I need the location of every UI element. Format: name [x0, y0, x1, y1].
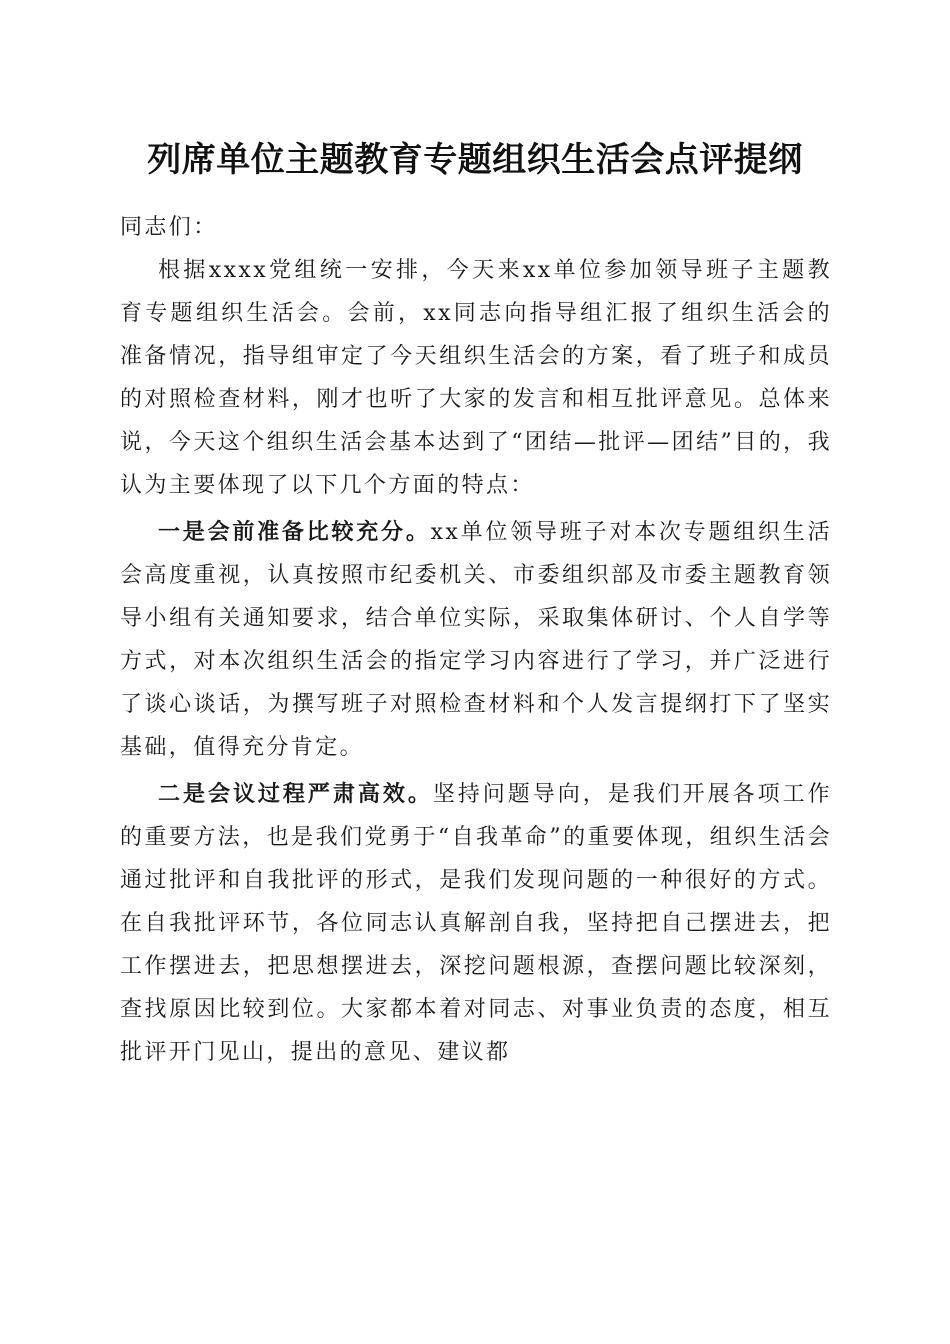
- greeting: 同志们：: [120, 215, 218, 240]
- paragraph-intro: [120, 249, 832, 507]
- paragraph-lead: 二是会议过程严肃高效。: [158, 781, 433, 807]
- paragraph-text: xx单位领导班子对本次专题组织生活会高度重视，认真按照市纪委机关、市委组织部及市委主题教育领导小组有关通知要求，结合单位实际，采取集体研讨、个人自学等方式，对本次组织生活会的指定学习内容进行了学习，并广泛进行了谈心谈话，为撰写班子对照检查材料和个人发言提纲打下了坚实基础，值得充分肯定。: [120, 520, 832, 760]
- paragraph-lead: 一是会前准备比较充分。: [158, 519, 431, 545]
- paragraph-point-one: [120, 511, 832, 769]
- paragraph-point-two: [120, 773, 832, 1074]
- document-title: 列席单位主题教育专题组织生活会点评提纲: [147, 140, 803, 180]
- paragraph-text: 根据xxxx党组统一安排，今天来xx单位参加领导班子主题教育专题组织生活会。会前，xx同志向指导组汇报了组织生活会的准备情况，指导组审定了今天组织生活会的方案，看了班子和成员的对照检查材料，刚才也听了大家的发言和相互批评意见。总体来说，今天这个组织生活会基本达到了“团结—批评—团结”目的，我认为主要体现了以下几个方面的特点：: [120, 258, 832, 498]
- paragraph-text: 坚持问题导向，是我们开展各项工作的重要方法，也是我们党勇于“自我革命”的重要体现，组织生活会通过批评和自我批评的形式，是我们发现问题的一种很好的方式。在自我批评环节，各位同志认真解剖自我，坚持把自己摆进去，把工作摆进去，把思想摆进去，深挖问题根源，查摆问题比较深刻，查找原因比较到位。大家都本着对同志、对事业负责的态度，相互批评开门见山，提出的意见、建议都: [120, 782, 832, 1065]
- document-body: [120, 206, 832, 1074]
